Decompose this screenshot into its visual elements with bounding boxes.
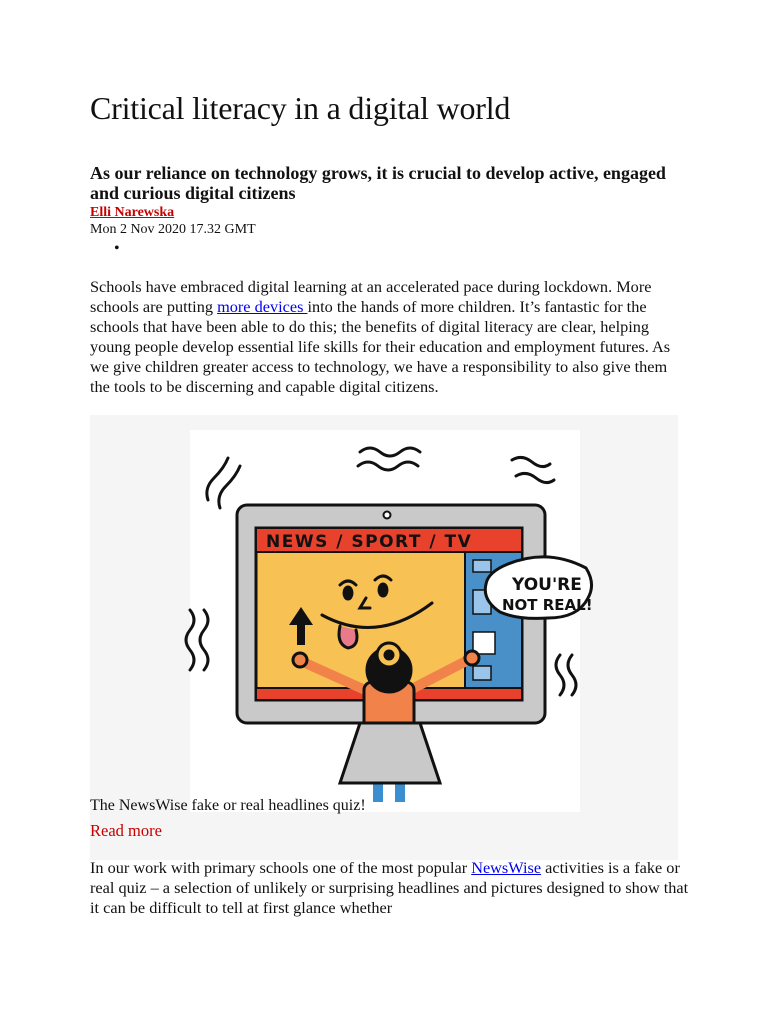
list-bullet: • [114, 240, 120, 257]
paragraph-1 [90, 277, 690, 397]
fake-news-illustration [190, 430, 593, 812]
publish-date: Mon 2 Nov 2020 17.32 GMT [90, 222, 256, 237]
article-figure [90, 415, 678, 860]
illustration [190, 430, 593, 812]
newswise-link[interactable]: NewsWise [471, 858, 542, 877]
paragraph-2-text-b: activities is a fake or real quiz – a selection of unlikely or surprising headlines and pictures designed to show that it can be difficult to tell at first glance whether [90, 858, 689, 917]
author-link[interactable]: Elli Narewska [90, 205, 175, 220]
article-title: Critical literacy in a digital world [90, 90, 511, 126]
webcam-icon [384, 512, 391, 519]
monitor-stand [340, 723, 440, 783]
paragraph-2-text-a: In our work with primary schools one of the most popular [90, 858, 472, 877]
speech-line-1: YOU'RE [512, 575, 582, 595]
figure-caption: The NewsWise fake or real headlines quiz! [90, 797, 366, 814]
more-devices-link[interactable]: more devices [217, 297, 308, 316]
speech-line-2: NOT REAL! [502, 596, 593, 614]
paragraph-1-text-a: Schools have embraced digital learning at an accelerated pace during lockdown. More schools are putting [90, 277, 652, 316]
article-standfirst: As our reliance on technology grows, it is crucial to develop active, engaged and curious digital citizens [90, 163, 666, 203]
paragraph-2 [90, 858, 690, 918]
paragraph-1-text-b: into the hands of more children. It’s fantastic for the schools that have been able to do this; the benefits of digital literacy are clear, helping young people develop essential life skills for their education and employment futures. As we give children greater access to technology, we have a responsibility to also give them the tools to be discerning and capable digital citizens. [90, 297, 671, 396]
screen-banner-text: NEWS / SPORT / TV [266, 532, 473, 552]
read-more-link[interactable]: Read more [90, 821, 162, 840]
speech-bubble [485, 557, 592, 619]
